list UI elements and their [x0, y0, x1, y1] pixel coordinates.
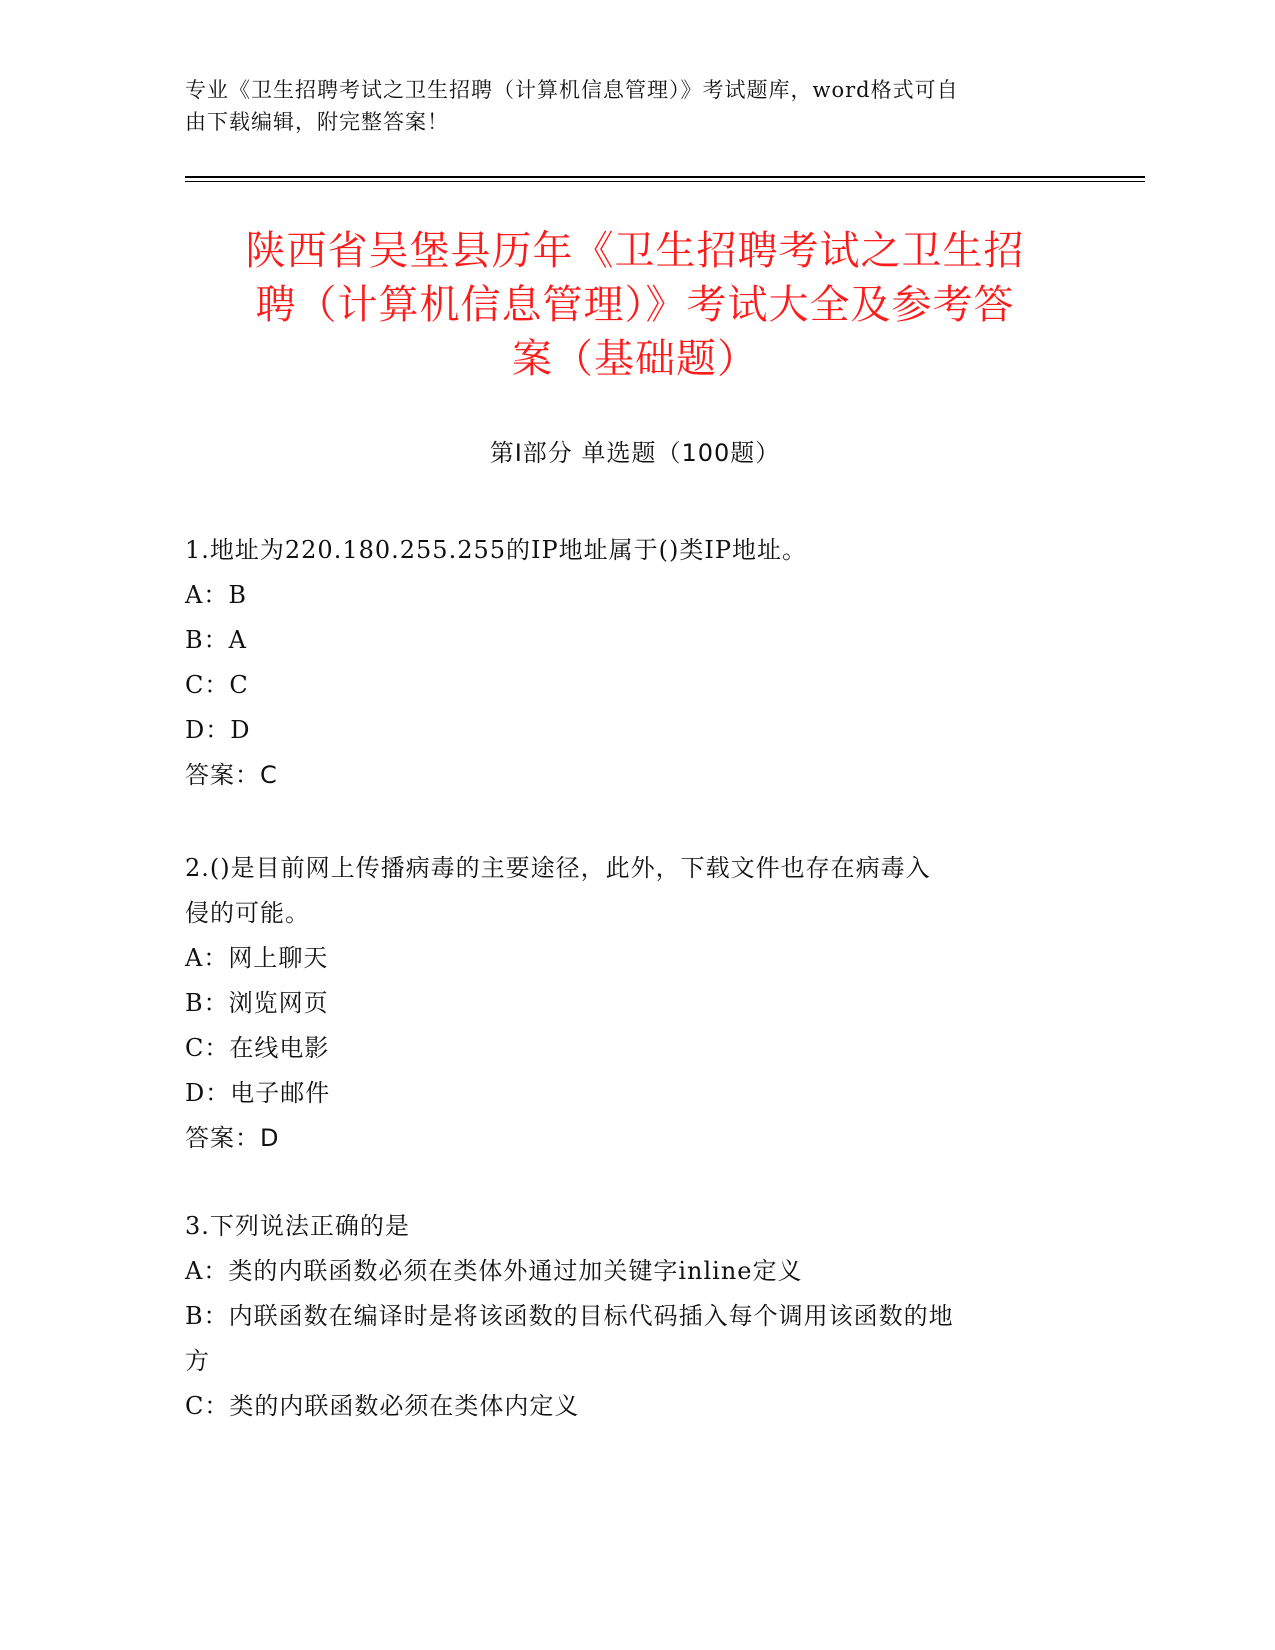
header-note: [185, 74, 1065, 138]
document-title-line: 聘（计算机信息管理）》考试大全及参考答: [255, 282, 1015, 328]
header-divider-thin: [185, 181, 1145, 182]
answer-label: 答案：D: [185, 1124, 280, 1152]
option-d: D：电子邮件: [185, 1079, 331, 1107]
option-b: B：浏览网页: [185, 989, 329, 1017]
option-c: C：在线电影: [185, 1034, 330, 1062]
question-stem: 2.()是目前网上传播病毒的主要途径，此外，下载文件也存在病毒入: [185, 854, 931, 882]
question-3: [185, 1204, 1065, 1429]
option-a: A：B: [185, 581, 247, 609]
question-2: [185, 846, 1065, 1161]
option-c: C：类的内联函数必须在类体内定义: [185, 1392, 580, 1420]
question-1: [185, 528, 1065, 798]
option-a: A：类的内联函数必须在类体外通过加关键字inline定义: [185, 1257, 803, 1285]
option-b: B：内联函数在编译时是将该函数的目标代码插入每个调用该函数的地: [185, 1302, 954, 1330]
header-note-line: 专业《卫生招聘考试之卫生招聘（计算机信息管理）》考试题库，word格式可自: [185, 78, 959, 102]
section-title: 第Ⅰ部分 单选题（100题）: [489, 439, 781, 467]
document-title-line: 案（基础题）: [512, 336, 758, 382]
option-b-continued: 方: [185, 1347, 210, 1375]
question-stem: 1.地址为220.180.255.255的IP地址属于()类IP地址。: [185, 536, 808, 564]
answer-label: 答案：C: [185, 761, 278, 789]
question-stem-continued: 侵的可能。: [185, 899, 310, 927]
option-b: B：A: [185, 626, 247, 654]
question-stem: 3.下列说法正确的是: [185, 1212, 410, 1240]
option-d: D：D: [185, 716, 251, 744]
option-a: A：网上聊天: [185, 944, 329, 972]
header-divider-thick: [185, 176, 1145, 178]
header-note-line: 由下载编辑，附完整答案！: [185, 110, 449, 134]
document-title-line: 陕西省吴堡县历年《卫生招聘考试之卫生招: [245, 228, 1025, 274]
document-title: [185, 224, 1085, 386]
option-c: C：C: [185, 671, 249, 699]
